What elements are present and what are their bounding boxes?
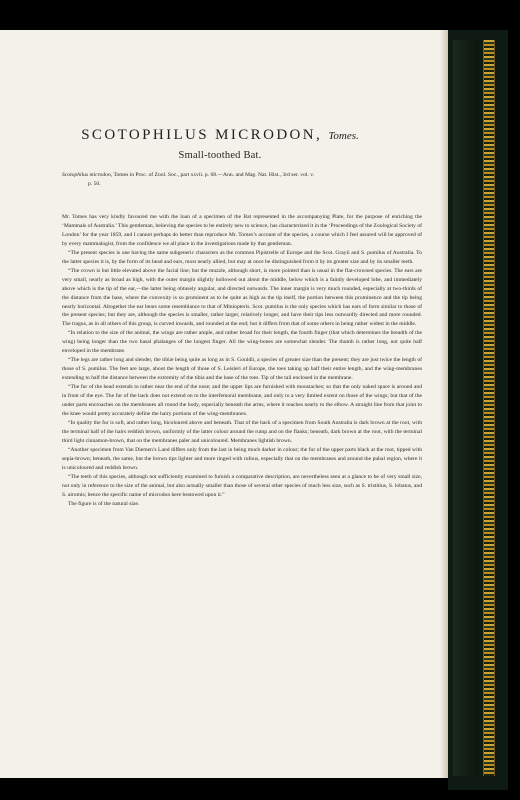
species-title <box>50 127 390 144</box>
paragraph: “The legs are rather long and slender, the tibiæ being quite as long as in S. Gouldii, a species of greater size than the present; they are just twice the length of those of S. pumilus. The feet are large, about the length of those of S. Leisleri of Europe, the toes taking up half their entire length, and the wing-membranes extending to half the distance between the extremity of the tibia and the base of the toes. Tip of the tail enclosed in the membrane. <box>62 357 422 382</box>
synonymy-name: Scotophilus microdon, <box>62 172 113 178</box>
gilt-edge-decoration <box>483 40 495 776</box>
article-body <box>62 213 422 508</box>
paragraph: “In relation to the size of the animal, the wings are rather ample, and rather broad for their length, the fourth finger (that which determines the breadth of the wing) being longer than the two basal phalanges of the longest finger. All the wing-bones are somewhat slender. The thumb is rather long, not quite half enveloped in the membrane. <box>62 330 422 355</box>
species-name: SCOTOPHILUS MICRODON, <box>81 127 323 143</box>
paragraph: “In quality the fur is soft, and rather long, bicoloured above and beneath. That of the back of a specimen from South Australia is dark brown at the root, with the terminal half of the hairs reddish brown, uniformly of the latter colour around the rump and on the flanks; beneath, dark brown at the root, with the terminal third light cinnamon-brown, that on the membranes paler and unicoloured. Membranes lightish brown. <box>62 419 422 444</box>
paragraph: “The crown is but little elevated above the facial line; but the muzzle, although short, is more pointed than is usual in the flat-crowned species. The ears are very small, nearly as broad as high, with the outer margin slightly hollowed out about the middle, below which is a faintly developed lobe, and immediately above which is the tip of the ear,—the latter being obtusely angular, and directed outwards. The inner margin is very much rounded, especially at two-thirds of the distance from the base, where the convexity is so prominent as to be quite as high as the tip itself, the portion between this prominence and the tip being nearly horizontal. Altogether the ear bears some resemblance to that of Miniopteris. Scot. pumilus is the only species which has ears of form similar to those of the present species; but they are, although the species is smaller, rather larger, relatively longer, and have their tips less outwardly directed and more rounded. The tragus, as in all others of this group, is curved inwards, and rounded at the end; but it differs from that of some others in being rather widest in the middle. <box>62 267 422 328</box>
synonymy-reference <box>62 171 392 189</box>
paragraph: “Another specimen from Van Diemen’s Land differs only from the last in being much darker in colour; the fur of the upper parts black at the root, tipped with sepia-brown; beneath, the same, but the brown tips lighter and more tinged with rufous, especially that on the membranes and around the pubal region, where it is unicoloured and reddish brown. <box>62 446 422 471</box>
synonymy-page: p. 50. <box>88 181 101 187</box>
paragraph: “The fur of the head extends to rather near the end of the nose; and the upper lips are furnished with moustaches; so that the only naked space is around and in front of the eye. The fur of the back does not extend on to the interfemoral membrane, and only to a very limited extent on those of the wings; but that of the under parts encroaches on the membranes all round the body, especially beneath the arms, where it reaches nearly to the elbow. A straight line from that joint to the knee would pretty accurately define the hairy portions of the wing-membranes. <box>62 384 422 417</box>
page-edge <box>440 30 448 778</box>
paragraph: “The present species is one having the same subgeneric characters as the common Pipistrelle of Europe and the Scot. Grayii and S. pumilus of Australia. To the latter species it is, by the form of its head and ears, most nearly allied, but may at once be distinguished from it by its greater size and by its smaller teeth. <box>62 249 422 265</box>
spine-board <box>453 40 479 776</box>
paragraph: Mr. Tomes has very kindly favoured me with the loan of a specimen of the Bat represented in the accompanying Plate, for the purpose of enriching the ‘Mammals of Australia.’ This gentleman, believing the species to be entirely new to science, has characterized it in the ‘Proceedings of the Zoological Society of London’ for the year 1859, and I cannot perhaps do better than reproduce Mr. Tomes’s account of the species, a course which I feel assured will be approved of by every mammalogist, from the confidence we all place in the investigations made by that gentleman. <box>62 214 423 247</box>
synonymy-text: Tomes in Proc. of Zool. Soc., part xxvii. p. 68.—Ann. and Mag. Nat. Hist., 3rd ser. vol. v. <box>113 172 315 178</box>
common-name: Small-toothed Bat. <box>178 150 262 161</box>
paragraph: “The teeth of this species, although not sufficiently examined to furnish a comparative description, are nevertheless seen at a glance to be of very small size, not only in reference to the size of the animal, but also actually smaller than those of several other species of much less size, such as S. tristitius, S. lobatus, and S. airomis; hence the specific name of microdon here bestowed upon it.” <box>62 473 422 498</box>
species-author: Tomes. <box>328 130 359 142</box>
paragraph-closing: The figure is of the natural size. <box>68 500 140 507</box>
